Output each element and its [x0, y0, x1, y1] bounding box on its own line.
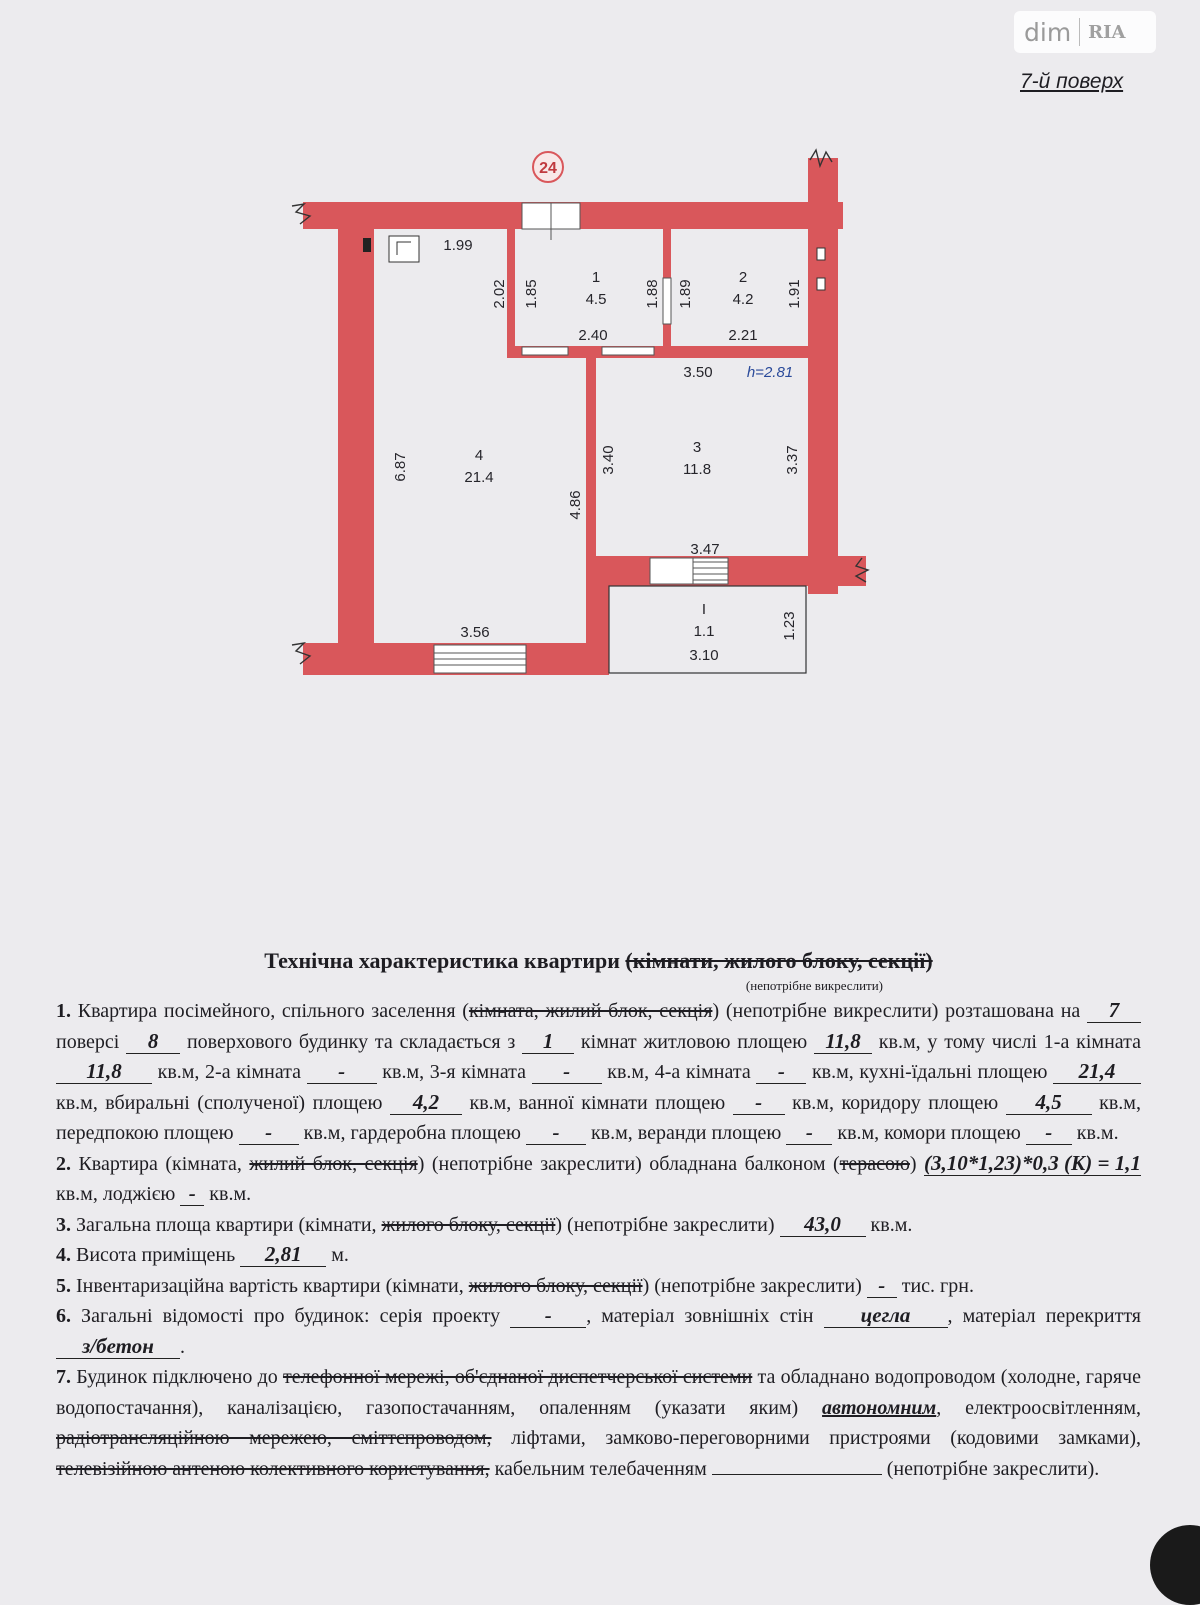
dim-label: 3.47 — [690, 541, 720, 558]
balcony-area: 1.1 — [693, 623, 715, 640]
dim-label: 2.21 — [728, 327, 758, 344]
page-corner-icon — [1150, 1525, 1200, 1605]
vent-duct — [363, 238, 371, 252]
dim-label: 1.85 — [523, 279, 540, 309]
room-2-number: 2 — [738, 269, 748, 286]
room-3-area: 11.8 — [682, 461, 712, 478]
wc-area: 4,2 — [390, 1090, 462, 1115]
dim-label: 1.91 — [786, 279, 803, 309]
doc-title: Технічна характеристика квартири (кімнати, жилого блоку, секції) — [264, 948, 933, 973]
duct-icon — [817, 248, 825, 260]
dim-label: 2.02 — [491, 279, 508, 309]
total-area: 43,0 — [780, 1212, 866, 1237]
room-4-number: 4 — [474, 447, 484, 464]
dim-label: 3.10 — [689, 647, 719, 664]
living-area: 11,8 — [814, 1029, 872, 1054]
dim-label: 1.99 — [443, 237, 473, 254]
kitchen-area: 21,4 — [1053, 1059, 1141, 1084]
room-height: 2,81 — [240, 1242, 326, 1267]
paragraph-6: 6. Загальні відомості про будинок: серія проекту - , матеріал зовнішніх стін цегла , матеріал перекриття з/бетон . — [56, 1303, 1141, 1358]
dim-label: 6.87 — [392, 452, 409, 482]
duct-icon — [817, 278, 825, 290]
dim-label: 1.89 — [677, 279, 694, 309]
paragraph-7: 7. Будинок підключено до телефонної мережі, об'єднаної диспетчерської системи та обладнано водопроводом (холодне, гаряче водопостачання), каналізацією, газопостачанням, опаленням (указати яким) автономним, електроосвітленням, радіотрансляційною мережею, сміттєпроводом, ліфтами, замково-переговорними пристроями (кодовими замками), телевізійною антеною колективного користування, кабельним телебаченням (непотрібне закреслити). — [56, 1366, 1141, 1480]
watermark-dim-text: dim — [1024, 17, 1072, 47]
paragraph-2: 2. Квартира (кімната, жилий блок, секція) (непотрібне закреслити) обладнана балконом (терасою) (3,10*1,23)*0,3 (К) = 1,1 кв.м, лоджією - кв.м. — [56, 1150, 1141, 1205]
room-2-area: 4.2 — [732, 291, 754, 308]
rooms-count: 1 — [522, 1029, 574, 1054]
floors-count: 8 — [126, 1029, 180, 1054]
floor-value: 7 — [1087, 998, 1141, 1023]
wall-material: цегла — [824, 1303, 948, 1328]
dim-label: 2.40 — [578, 327, 608, 344]
technical-description — [56, 948, 1141, 1484]
doc-subtitle: (непотрібне викреслити) — [745, 978, 883, 993]
watermark-ria-logo: RIA — [1088, 21, 1126, 43]
room-1-number: 1 — [591, 269, 601, 286]
section-marker-label: 24 — [539, 160, 557, 177]
balcony-number: I — [701, 601, 707, 618]
corridor-area: 4,5 — [1006, 1090, 1092, 1115]
floor-label: 7-й поверх — [1020, 70, 1124, 93]
dim-label: 3.50 — [683, 364, 713, 381]
balcony-formula: (3,10*1,23)*0,3 (К) = 1,1 — [924, 1150, 1141, 1175]
dim-label: 1.88 — [644, 279, 661, 309]
dim-label: 3.37 — [784, 445, 801, 475]
dim-label: 4.86 — [567, 490, 584, 520]
room-3-number: 3 — [692, 439, 702, 456]
dim-label: 3.56 — [460, 624, 490, 641]
dim-label: 3.40 — [600, 445, 617, 475]
paragraph-3: 3. Загальна площа квартири (кімнати, жилого блоку, секції) (непотрібне закреслити) 43,0 кв.м. — [56, 1211, 913, 1236]
stove-icon — [389, 236, 419, 262]
room-1-area: 4.5 — [585, 291, 607, 308]
room-4-area: 21.4 — [464, 469, 494, 486]
paragraph-1: 1. Квартира посімейного, спільного заселення (кімната, жилий блок, секція) (непотрібне викреслити) розташована на 7 поверсі 8 поверхового будинку та складається з 1 кімнат житловою площею 11,8 кв.м, у тому числі 1-а кімната 11,8 кв.м, 2-а кімната - кв.м, 3-я кімната - кв.м, 4-а кімната - кв.м, кухні-їдальні площею 21,4 кв.м, вбиральні (сполученої) площею 4,2 кв.м, ванної кімнати площею - кв.м, коридору площею 4,5 кв.м, передпокою площею - кв.м, гардеробна площею - кв.м, веранди площею - кв.м, комори площею - кв.м. — [56, 998, 1141, 1144]
heating-type: автономним — [822, 1396, 937, 1419]
paragraph-5: 5. Інвентаризаційна вартість квартири (кімнати, жилого блоку, секції) (непотрібне закреслити) - тис. грн. — [56, 1272, 974, 1297]
slab-material: з/бетон — [56, 1334, 180, 1359]
dim-label: 1.23 — [781, 611, 798, 641]
paragraph-4: 4. Висота приміщень 2,81 м. — [56, 1242, 349, 1266]
ceiling-height-label: h=2.81 — [746, 364, 794, 381]
room1-area: 11,8 — [56, 1059, 152, 1084]
